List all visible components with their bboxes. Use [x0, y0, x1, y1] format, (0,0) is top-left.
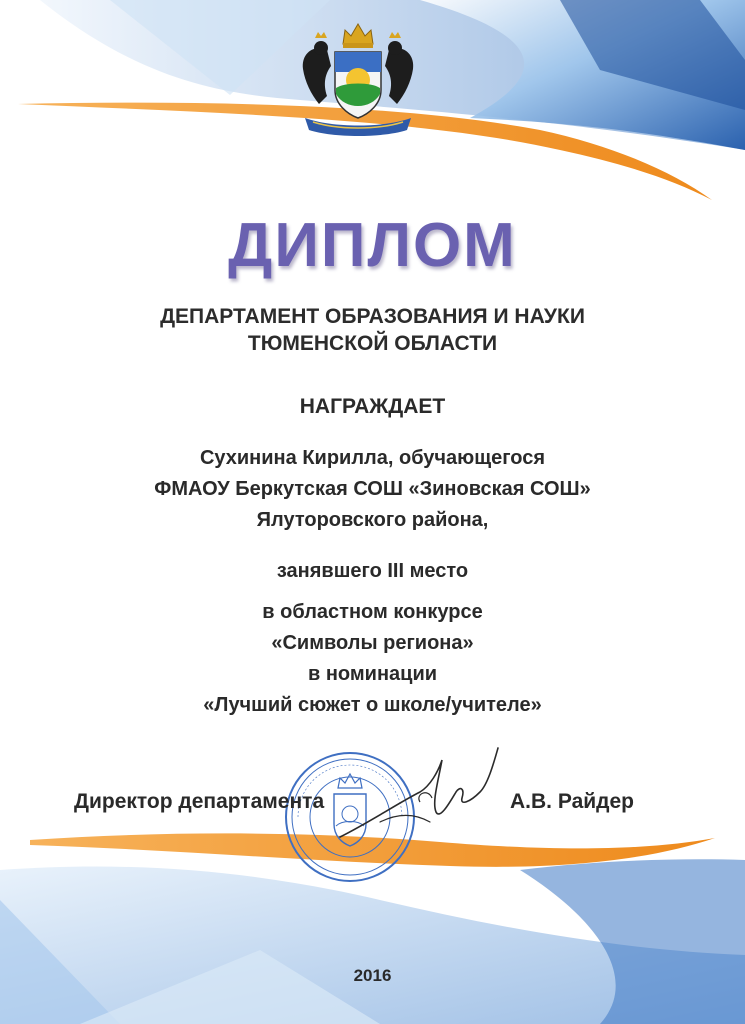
recipient-line-2: ФМАОУ Беркутская СОШ «Зиновская СОШ» — [154, 478, 591, 500]
recipient-line-1: Сухинина Кирилла, обучающегося — [199, 447, 546, 469]
issuer-line-1: ДЕПАРТАМЕНТ ОБРАЗОВАНИЯ И НАУКИ — [160, 305, 585, 328]
contest-line-1: в областном конкурсе — [262, 601, 483, 623]
contest-block — [0, 597, 745, 721]
contest-line-4: «Лучший сюжет о школе/учителе» — [203, 694, 542, 716]
signer-title: Директор департамента — [74, 790, 325, 813]
recipient-block — [0, 443, 745, 536]
diploma-title: ДИПЛОМ — [228, 211, 517, 280]
place-text: занявшего III место — [276, 560, 469, 582]
year: 2016 — [353, 966, 392, 985]
contest-line-3: в номинации — [307, 663, 438, 685]
signature-icon — [320, 742, 505, 852]
signer-name: А.В. Райдер — [510, 790, 634, 813]
awards-heading: НАГРАЖДАЕТ — [299, 395, 446, 418]
contest-line-2: «Символы региона» — [271, 632, 474, 654]
recipient-line-3: Ялуторовского района, — [256, 509, 489, 531]
issuer — [0, 303, 745, 357]
issuer-line-2: ТЮМЕНСКОЙ ОБЛАСТИ — [247, 332, 498, 355]
